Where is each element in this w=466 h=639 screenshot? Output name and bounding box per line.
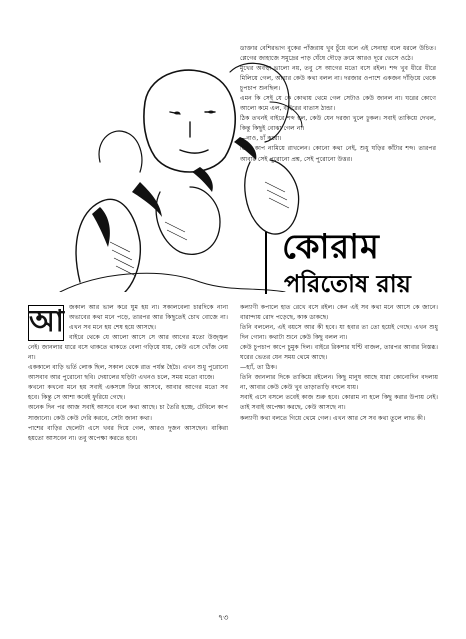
story-title: কোরাম	[282, 227, 380, 267]
paragraph: জকাল আর ভাল করে ঘুম হয় না। সকালবেলা চারদিকে নানা অভাবের কথা মনে পড়ে, তারপর আর কিছুতেই চোখ বোজে না। এখন সব মনে হয় শেষ হয়ে আসছে।	[69, 304, 228, 332]
paragraph: তিনি বললেন, এই বয়সে আর কী হবে। যা হবার তা তো হয়েই গেছে। এখন শুধু দিন গোনা। কথাটা শুনে কেউ কিছু বলল না।	[240, 324, 438, 342]
paragraph: বাইরে থেকে যে আলো আসে সে আর আগের মতো উজ্জ্বল নেই। জানলার ধারে বসে থাকতে থাকতে বেলা গড়িয়ে যায়, কেউ এসে খোঁজ নেয় না।	[28, 334, 228, 362]
paragraph: তিনি কাপ নামিয়ে রাখলেন। কোনো কথা নেই, শুধু ঘড়ির কাঁটার শব্দ। তারপর আবার সেই পুরোনো প্রশ্ন, সেই পুরোনো উত্তর।	[240, 145, 436, 163]
paragraph: অনেক দিন পর আজ সবাই আসবে বলে কথা আছে। চা তৈরি হচ্ছে, টেবিলে কাপ সাজানো। কেউ কেউ দেরি করবে, সেটা জানা কথা।	[28, 404, 228, 422]
title-divider	[265, 232, 267, 294]
author-name: পরিতোষ রায়	[284, 269, 411, 298]
drop-cap: আ	[29, 304, 64, 339]
paragraph: তিনি জানলার দিকে তাকিয়ে রইলেন। কিছু মানুষ আছে যারা কোনোদিন বদলায় না, আবার কেউ কেউ খুব তাড়াতাড়ি বদলে যায়।	[240, 374, 438, 392]
text-column-left	[28, 303, 228, 603]
paragraph: —নাও, চাঁ করো।	[240, 135, 282, 143]
paragraph: এমন কি সেই যে কে কোথায় থেমে গেল সেটাও কেউ জানল না। ঘরের কোণে আলো কমে এল, বাইরের বাতাস ঠান্ডা।	[240, 95, 436, 113]
text-column-right	[240, 303, 438, 603]
paragraph: কেউ চুপচাপ কাপে চুমুক দিল। বাইরে রিকশার ঘণ্টি বাজল, তারপর আবার নিস্তব্ধ। ঘরের ভেতর যেন সময় থেমে আছে।	[240, 344, 438, 362]
text-column-top-right	[240, 44, 436, 226]
paragraph: পাশের বাড়ির ছেলেটা এসে খবর দিয়ে গেল, আরও দুজন আসছেন। বাকিরা হয়তো আসবেন না। তবু অপেক্ষা করতে হবে।	[28, 424, 228, 442]
paragraph: ডাক্তার বেশিরভাগ বুকের পাঁজরায় খুব চুঁয়ে বলে এই সেনাহা বলে ধরলে উচিত। প্লেগের জাহাজে সমুদ্রের পাড় ঘেঁষে দৌড়ে ক্রমে আরও দূরে ভেসে ওঠে।	[240, 45, 436, 63]
paragraph: মুখের অবস্থা ভালো নয়, তবু সে আগের মতো বসে রইল। শব্দ খুব ধীরে ধীরে মিলিয়ে গেল, আবার কেউ কথা বলল না। দরজার ওপাশে একজন দাঁড়িয়ে থেকে চুপচাপ শুনছিল।	[240, 65, 436, 93]
paragraph: কল্যাণী কথা বলতে গিয়ে থেমে গেল। এখন আর সে সব কথা তুলে লাভ কী।	[240, 414, 426, 422]
paragraph: সবাই এসে বসলে তবেই কাজ শুরু হবে। কোরাম না হলে কিছু করার উপায় নেই। তাই সবাই অপেক্ষা করছে, কেউ আসছে না।	[240, 394, 438, 412]
paragraph: ঠিক তখনই বাইরে শব্দ হল, কেউ যেন দরজা খুলে ঢুকল। সবাই তাকিয়ে দেখল, কিন্তু কিছুই বোঝা গেল না।	[240, 115, 436, 133]
title-block	[282, 228, 442, 298]
page-number: ৭৩	[218, 613, 229, 622]
paragraph: কখনো কখনো মনে হয় সবাই একসঙ্গে ফিরে আসবে, আবার আগের মতো সব হবে। কিন্তু সে আশা কবেই ফুরিয়ে গেছে।	[28, 384, 228, 402]
paragraph: এককালে বাড়ি ভর্তি লোক ছিল, সকাল থেকে রাত পর্যন্ত হৈচৈ। এখন শুধু পুরোনো আসবাব আর পুরোনো ছবি। দেয়ালের ঘড়িটা এখনও চলে, সময় মতো বাজে।	[28, 364, 228, 382]
paragraph: —হ্যাঁ, তা ঠিক।	[240, 364, 277, 372]
paragraph: কল্যাণী কপালে হাত রেখে বসে রইল। কেন এই সব কথা মনে আসে কে জানে। বারান্দায় রোদ পড়েছে, কাক ডাকছে।	[240, 304, 438, 322]
